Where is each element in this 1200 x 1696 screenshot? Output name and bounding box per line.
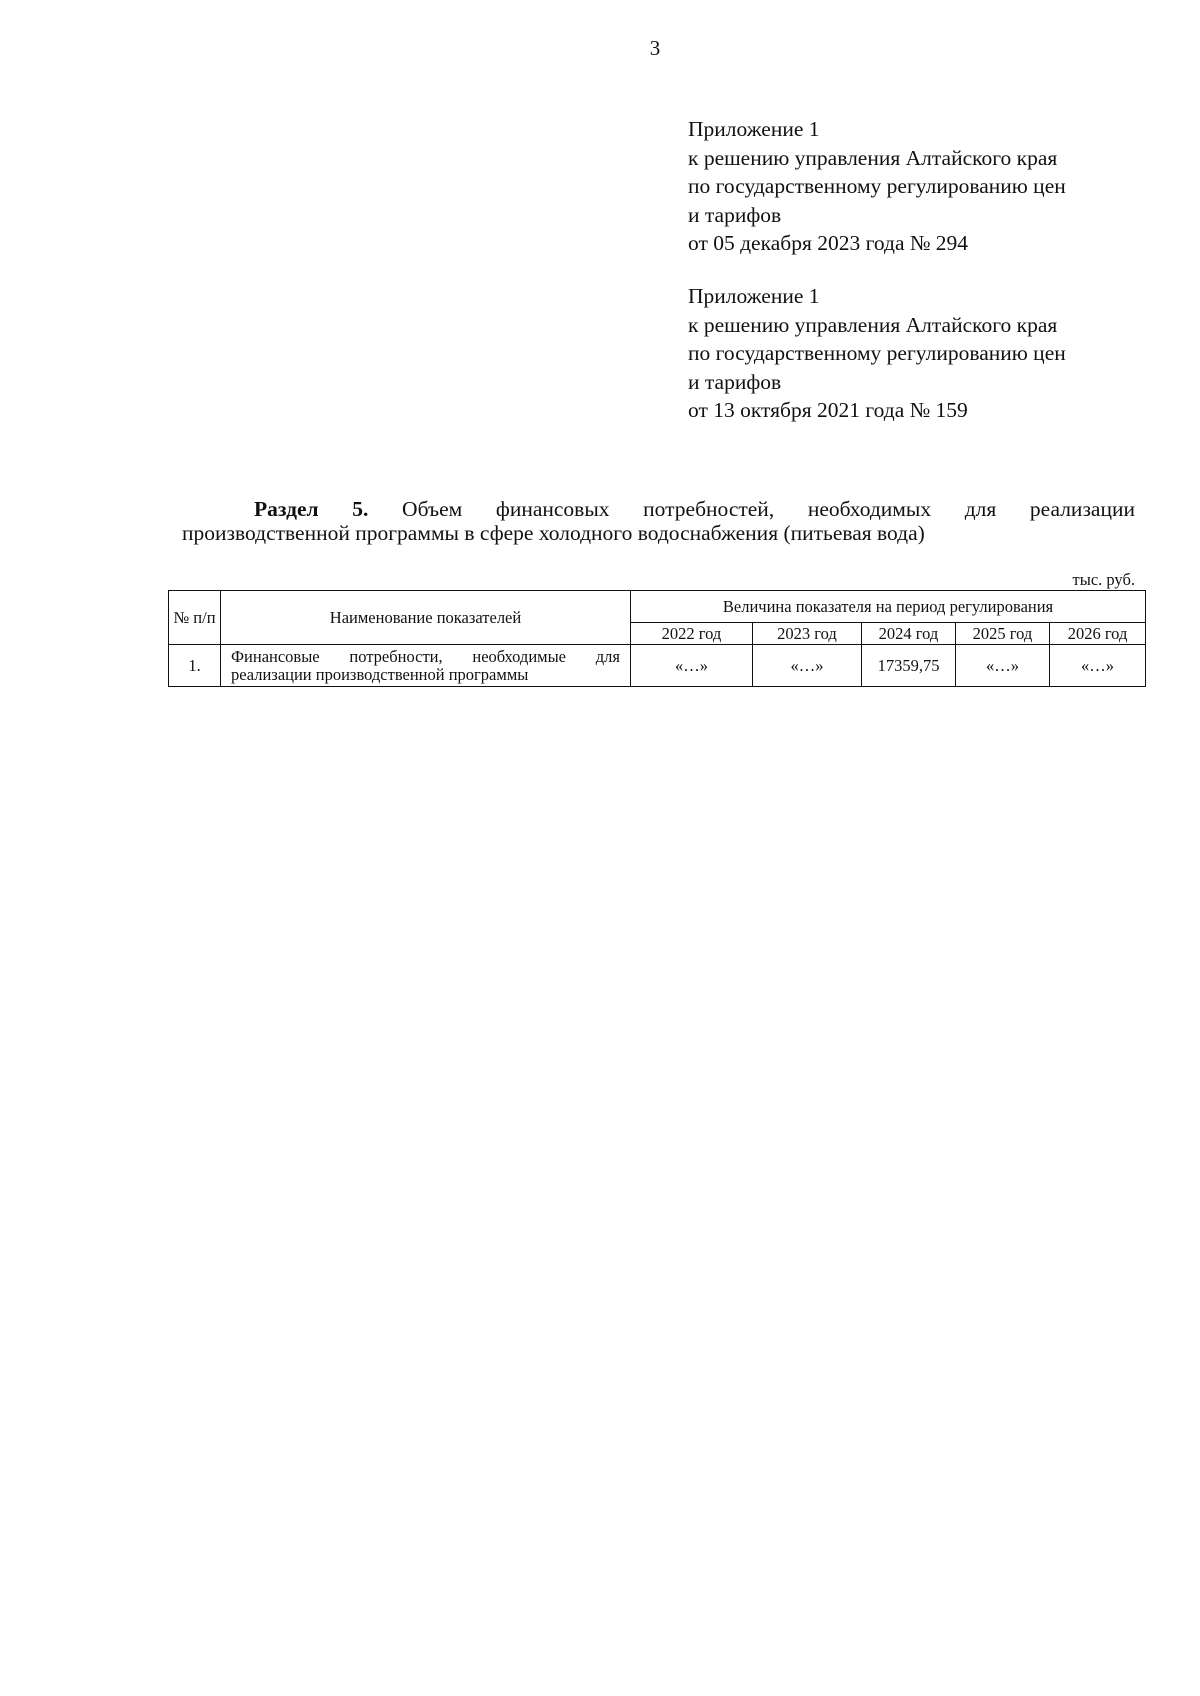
section-title [182,497,1135,545]
row-value: «…» [631,645,753,687]
section-label: Раздел 5. [254,497,369,521]
header-year: 2022 год [631,623,753,645]
row-value: «…» [753,645,862,687]
header-name: Наименование показателей [221,591,631,645]
header-period-group: Величина показателя на период регулирования [631,591,1146,623]
unit-label: тыс. руб. [1072,570,1135,589]
row-value: 17359,75 [862,645,956,687]
page-number: 3 [649,36,661,60]
row-name: Финансовые потребности, необходимые для реализации производственной программы [221,645,631,687]
header-year: 2026 год [1050,623,1146,645]
appendix-line: и тарифов [688,369,782,394]
row-num: 1. [169,645,221,687]
appendix-line: от 13 октября 2021 года № 159 [688,398,968,422]
appendix-block-current [688,115,1158,258]
row-value: «…» [1050,645,1146,687]
appendix-line: от 05 декабря 2023 года № 294 [688,231,968,255]
section-title-line1: Объем финансовых потребностей, необходимых для реализации [402,497,1135,521]
appendix-line: по государственному регулированию цен [688,341,1066,365]
table-row [169,645,1146,687]
header-num: № п/п [169,591,221,645]
header-year: 2023 год [753,623,862,645]
row-value: «…» [956,645,1050,687]
appendix-line: и тарифов [688,202,782,227]
appendix-line: к решению управления Алтайского края [688,145,1058,170]
section-title-line2: производственной программы в сфере холодного водоснабжения (питьевая вода) [182,521,925,545]
header-year: 2025 год [956,623,1050,645]
appendix-block-original [688,282,1158,425]
appendix-line: к решению управления Алтайского края [688,312,1058,337]
header-year: 2024 год [862,623,956,645]
appendix-line: по государственному регулированию цен [688,174,1066,198]
appendix-line: Приложение 1 [688,117,820,141]
appendix-line: Приложение 1 [688,284,820,308]
financial-needs-table [168,590,1146,687]
